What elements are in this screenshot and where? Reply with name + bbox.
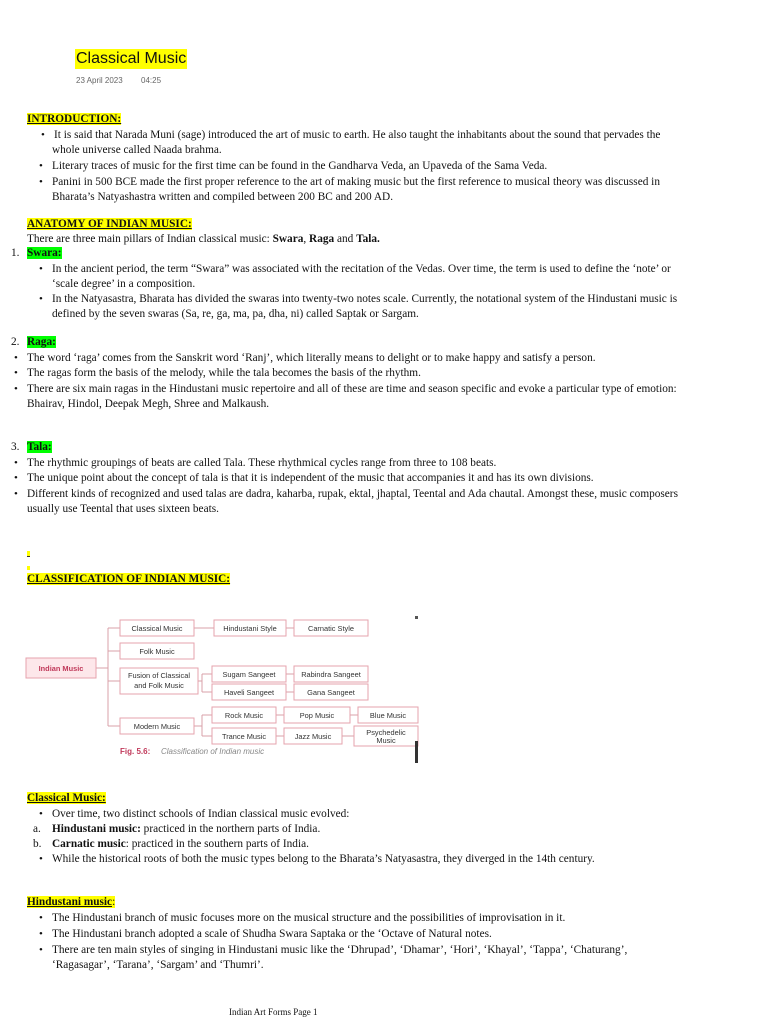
intro-heading: INTRODUCTION:	[27, 113, 122, 125]
page-title: Classical Music	[76, 50, 187, 67]
classical-item-a: Hindustani music: practiced in the northern parts of India.	[52, 823, 321, 835]
classification-diagram	[24, 610, 424, 766]
raga-bullet-2: • The ragas form the basis of the melody, while the tala becomes the basis of the rhythm.	[27, 366, 421, 382]
tala-number: 3.	[11, 441, 20, 453]
swara-bullet-2-line-2: defined by the seven swaras (Sa, re, ga, ma, pa, dha, ni) called Saptak or Sargam.	[52, 308, 419, 320]
node-blue-music: Blue Music	[369, 711, 407, 720]
swara-bullet-1-line-1: • In the ancient period, the term “Swara” was associated with the recitation of the Vedas. Over time, the term is used to define the ‘note’ or	[52, 262, 671, 278]
tala-bullet-1: • The rhythmic groupings of beats are called Tala. These rhythmical cycles range from three to 108 beats.	[27, 456, 496, 472]
hindustani-heading-colon: :	[112, 896, 116, 908]
anatomy-intro: There are three main pillars of Indian classical music: Swara, Raga and Tala.	[27, 233, 380, 245]
node-rock-music: Rock Music	[224, 711, 264, 720]
raga-bullet-3-line-2: Bhairav, Hindol, Deepak Megh, Shree and Malkaush.	[27, 398, 270, 410]
anatomy-heading: ANATOMY OF INDIAN MUSIC:	[27, 218, 192, 230]
node-sugam-sangeet: Sugam Sangeet	[222, 670, 276, 679]
hindustani-bullet-1: • The Hindustani branch of music focuses more on the musical structure and the possibilities of improvisation in it.	[52, 911, 565, 927]
figure-caption-text: Classification of Indian music	[161, 747, 265, 756]
tala-bullet-3-line-2: usually use Teental that uses sixteen beats.	[27, 503, 219, 515]
swara-label: Swara:	[27, 247, 62, 259]
classical-heading: Classical Music:	[27, 792, 106, 804]
node-jazz-music: Jazz Music	[294, 732, 332, 741]
hindustani-bullet-2: • The Hindustani branch adopted a scale of Shudha Swara Saptaka or the ‘Octave of Natural notes.	[52, 927, 492, 943]
empty-highlight-mark	[27, 566, 30, 570]
tala-label: Tala:	[27, 441, 52, 453]
raga-bullet-3-line-1: • There are six main ragas in the Hindustani music repertoire and all of these are time and season specific and evoke a particular type of emotion:	[27, 382, 677, 398]
raga-number: 2.	[11, 336, 20, 348]
classical-item-a-number: a.	[33, 823, 41, 835]
swara-number: 1.	[11, 247, 20, 259]
tala-bullet-3-line-1: • Different kinds of recognized and used talas are dadra, kaharba, rupak, ektal, jhaptal, Teental and Ada chautal. Amongst these, music composers	[27, 487, 678, 503]
page-footer: Indian Art Forms Page 1	[229, 1007, 318, 1017]
intro-bullet-3-line-1: • Panini in 500 BCE made the first proper reference to the art of making music but the first reference to musical theory was discussed in	[52, 175, 660, 191]
swara-bullet-2-line-1: • In the Natyasastra, Bharata has divided the swaras into twenty-two notes scale. Currently, the notational system of the Hindustani music is	[52, 292, 677, 308]
node-hindustani-style: Hindustani Style	[223, 624, 277, 633]
hindustani-bullet-3-line-2: ‘Ragasagar’, ‘Tarana’, ‘Sargam’ and ‘Thumri’.	[52, 959, 264, 971]
note-time: 04:25	[141, 76, 162, 85]
empty-highlight-mark	[27, 551, 30, 557]
node-gana-sangeet: Gana Sangeet	[307, 688, 355, 697]
classical-bullet-2: • While the historical roots of both the music types belong to the Bharata’s Natyasastra, they diverged in the 14th century.	[52, 852, 595, 868]
node-indian-music: Indian Music	[38, 664, 84, 673]
classical-item-b-number: b.	[33, 838, 42, 850]
node-fusion-line-2: and Folk Music	[134, 681, 184, 690]
node-carnatic-style: Carnatic Style	[307, 624, 355, 633]
node-modern-music: Modern Music	[133, 722, 181, 731]
intro-bullet-3-line-2: Bharata’s Natyashastra written and compiled between 200 BC and 200 AD.	[52, 191, 394, 203]
node-classical-music: Classical Music	[131, 624, 183, 633]
intro-bullet-1-line-1: • It is said that Narada Muni (sage) introduced the art of music to earth. He also taught the inhabitants about the sound that pervades the	[54, 128, 660, 144]
intro-bullet-2: • Literary traces of music for the first time can be found in the Gandharva Veda, an Upaveda of the Sama Veda.	[52, 159, 547, 175]
raga-label: Raga:	[27, 336, 56, 348]
classical-bullet-1: • Over time, two distinct schools of Indian classical music evolved:	[52, 807, 349, 823]
figure-caption-number: Fig. 5.6:	[120, 747, 151, 756]
node-folk-music: Folk Music	[139, 647, 175, 656]
raga-bullet-1: • The word ‘raga’ comes from the Sanskrit word ‘Ranj’, which literally means to delight or to make happy and satisfy a person.	[27, 351, 596, 367]
node-psychedelic-line-1: Psychedelic	[366, 728, 406, 737]
node-haveli-sangeet: Haveli Sangeet	[223, 688, 275, 697]
node-psychedelic-line-2: Music	[376, 736, 396, 745]
node-trance-music: Trance Music	[221, 732, 267, 741]
classification-heading: CLASSIFICATION OF INDIAN MUSIC:	[27, 573, 231, 585]
node-pop-music: Pop Music	[299, 711, 335, 720]
note-date: 23 April 2023	[76, 76, 123, 85]
intro-bullet-1-line-2: whole universe called Naada brahma.	[52, 144, 222, 156]
hindustani-bullet-3-line-1: • There are ten main styles of singing in Hindustani music like the ‘Dhrupad’, ‘Dhamar’, ‘Hori’, ‘Khayal’, ‘Tappa’, ‘Chaturang’,	[52, 943, 627, 959]
tala-bullet-2: • The unique point about the concept of tala is that it is independent of the music that accompanies it and has its own divisions.	[27, 471, 594, 487]
swara-bullet-1-line-2: ‘scale degree’ in a composition.	[52, 278, 196, 290]
node-rabindra-sangeet: Rabindra Sangeet	[301, 670, 361, 679]
classical-item-b: Carnatic music: practiced in the southern parts of India.	[52, 838, 309, 850]
node-fusion-line-1: Fusion of Classical	[127, 671, 191, 680]
hindustani-heading: Hindustani music	[27, 896, 113, 908]
